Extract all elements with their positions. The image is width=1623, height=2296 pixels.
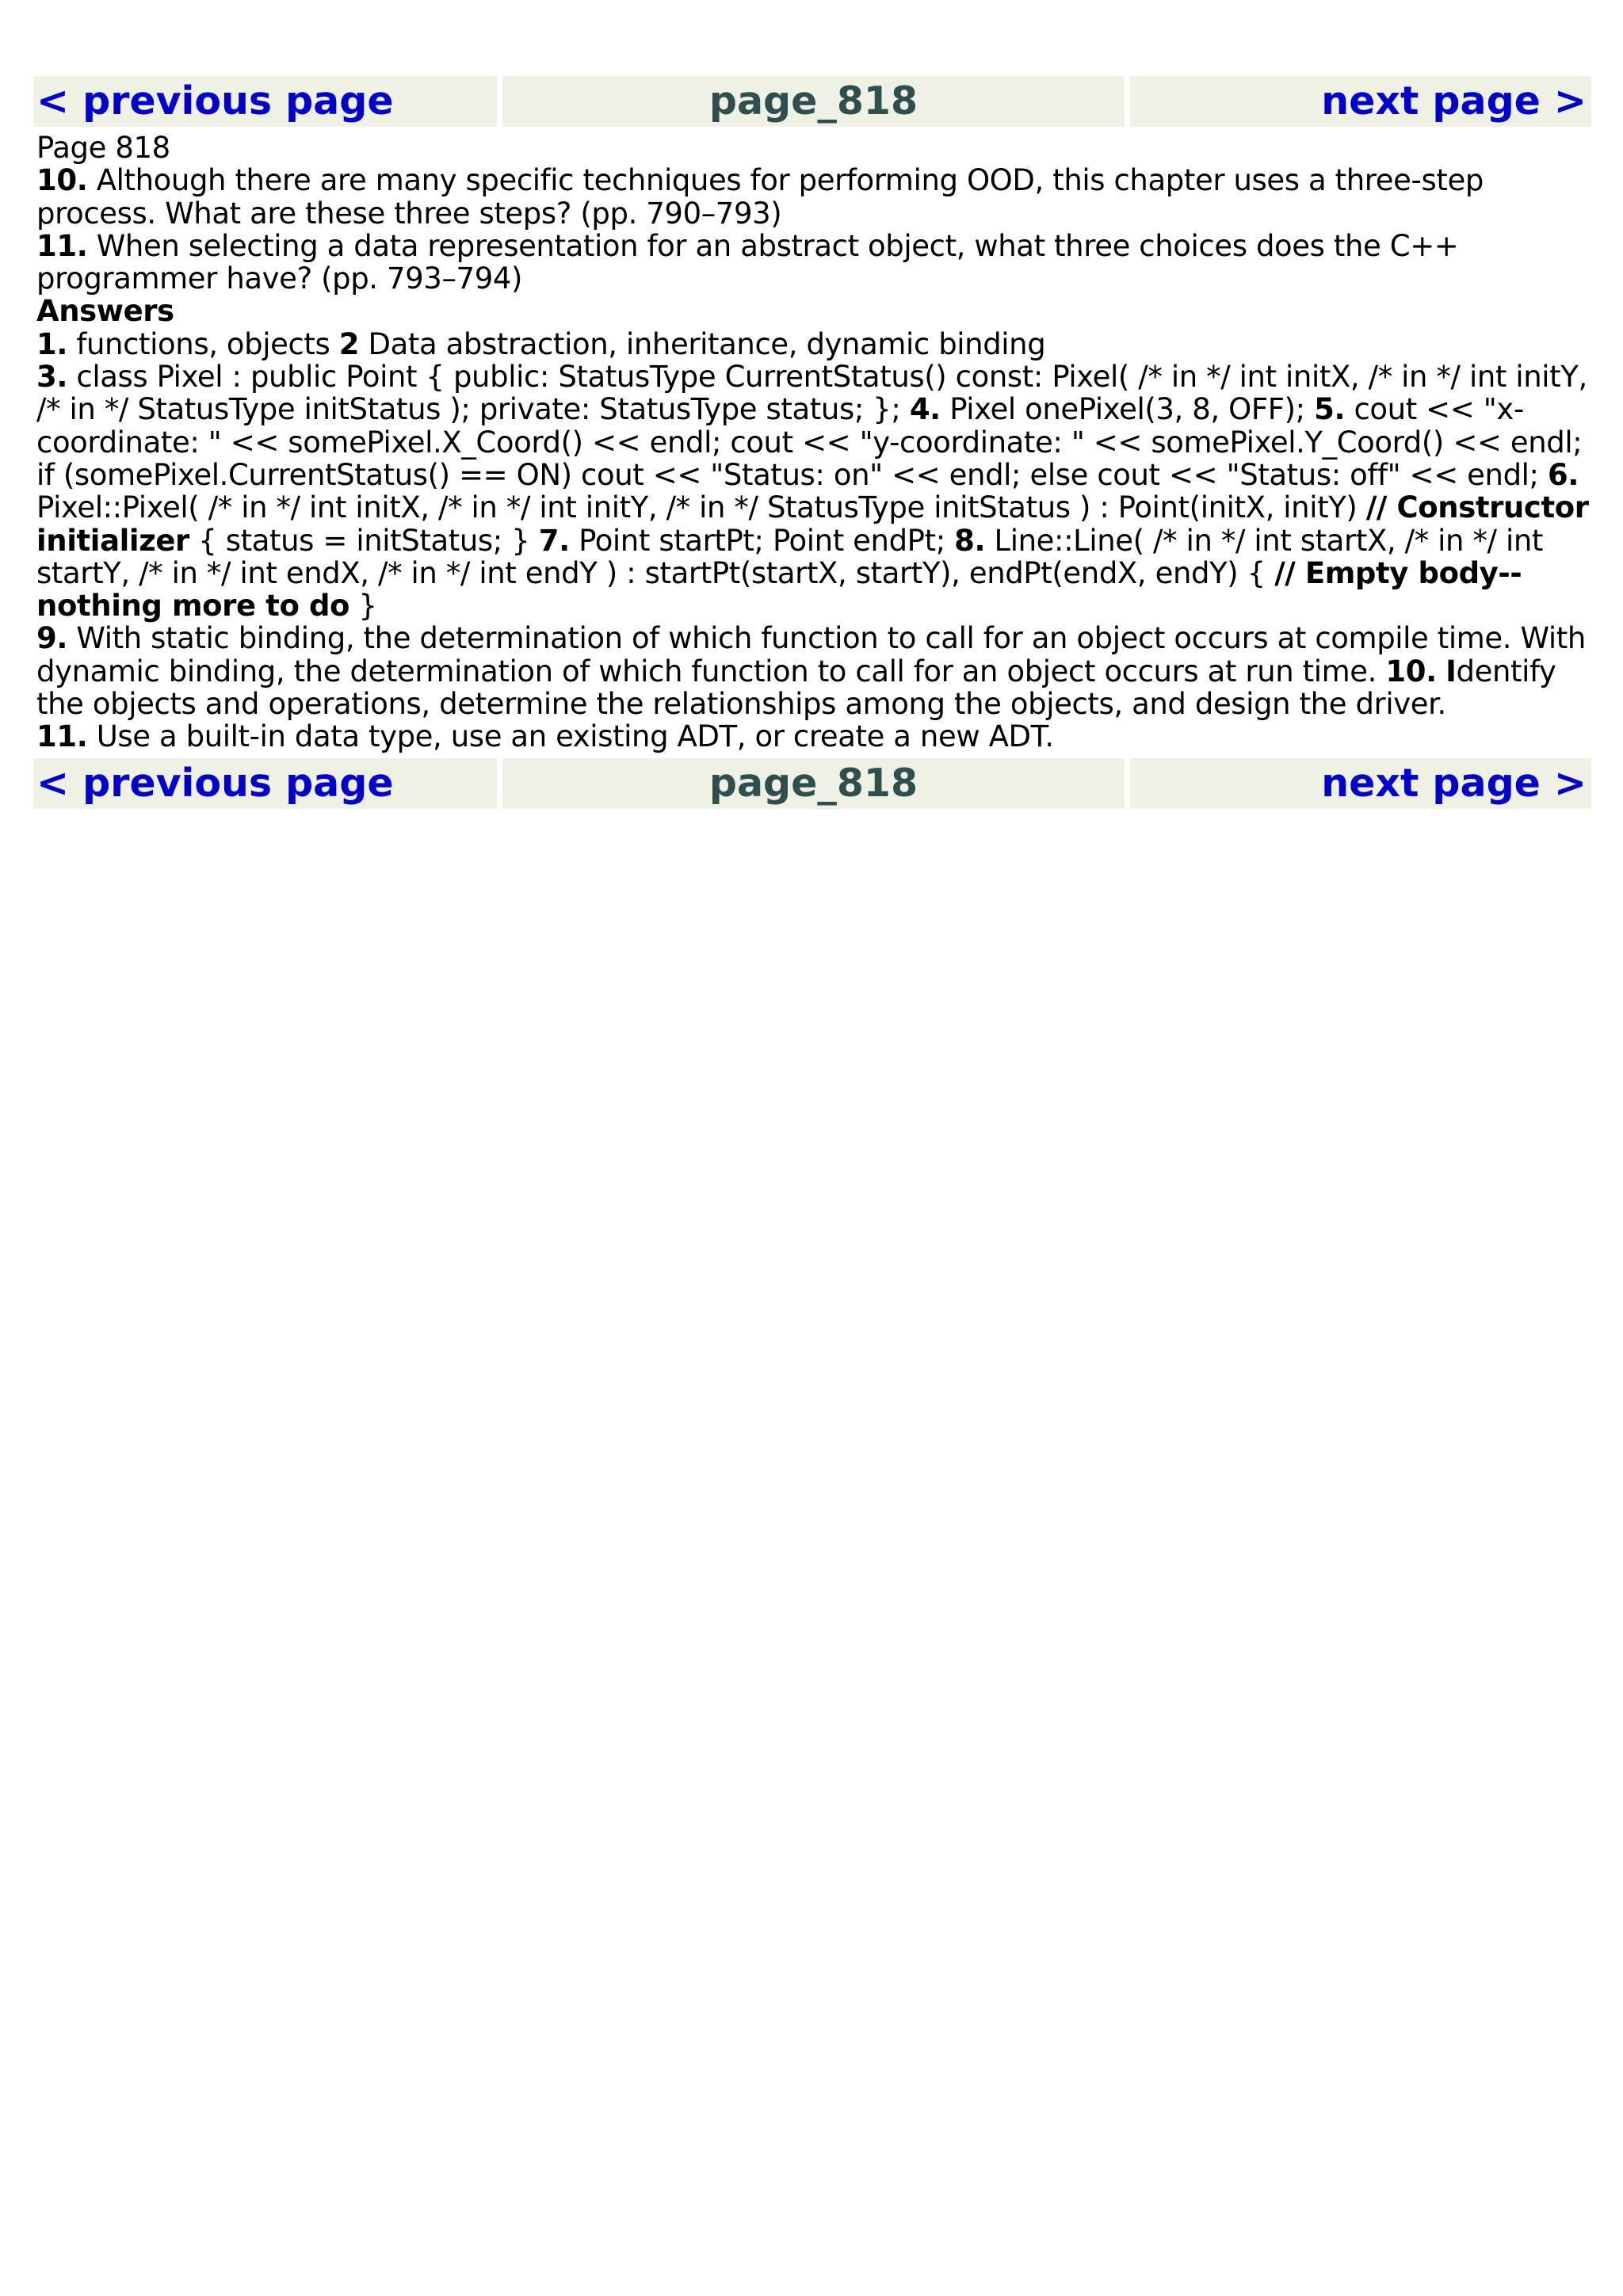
next-page-link[interactable]: next page > [1130, 76, 1591, 127]
code-comment: // Empty body--nothing more to do [36, 555, 1522, 624]
previous-page-link[interactable]: < previous page [33, 758, 497, 809]
question-text: Although there are many specific techniques for performing OOD, this chapter uses a three-step process. What are these three steps? (pp. 790–793) [36, 163, 1484, 231]
answer-number: 11. [36, 719, 88, 754]
question-10 [36, 164, 1590, 230]
answer-text: functions, objects [67, 326, 339, 361]
bottom-navigation-bar [33, 758, 1591, 809]
answer-text: { status = initStatus; } [189, 523, 539, 558]
answer-text: Line::Line( /* in */ int startX, /* in */ int startY, /* in */ int endX, /* in */ int endY ) : startPt(startX, startY), endPt(endX, endY) { [36, 523, 1544, 590]
code-comment: // Constructor initializer [36, 490, 1589, 558]
previous-page-link[interactable]: < previous page [33, 76, 497, 127]
page-heading: Page 818 [36, 131, 170, 165]
answer-number: 2 [338, 326, 360, 361]
answer-9-10 [36, 622, 1590, 720]
answer-text: With static binding, the determination of which function to call for an object occurs at compile time. With dynamic binding, the determination of which function to call for an object occurs at run time. [36, 621, 1586, 688]
question-text: When selecting a data representation for an abstract object, what three choices does the C++ programmer have? (pp. 793–794) [36, 228, 1459, 296]
next-page-link[interactable]: next page > [1130, 758, 1591, 809]
answer-text: Use a built-in data type, use an existing ADT, or create a new ADT. [87, 719, 1054, 754]
answer-number: 1. [36, 326, 68, 361]
question-number: 10. [36, 163, 88, 198]
answer-number: 8. [954, 523, 986, 558]
answer-number: 6. [1547, 457, 1579, 492]
question-number: 11. [36, 228, 88, 263]
answer-number: 9. [36, 621, 68, 656]
answer-text: Pixel::Pixel( /* in */ int initX, /* in */ int initY, /* in */ StatusType initStatus ) : Point(initX, initY) [36, 490, 1366, 525]
page-content [33, 127, 1591, 758]
answer-text: class Pixel : public Point { public: StatusType CurrentStatus() const: Pixel( /* in */ int initX, /* in */ int initY, /* in */ StatusType initStatus ); private: StatusType status; }; [36, 360, 1587, 427]
answer-text: Point startPt; Point endPt; [569, 523, 955, 558]
answer-3-8 [36, 360, 1590, 622]
answer-text: Data abstraction, inheritance, dynamic binding [359, 326, 1046, 361]
answer-text: } [349, 589, 377, 624]
question-11 [36, 230, 1590, 296]
answer-number: 5. [1314, 392, 1346, 427]
page-number-label: page_818 [502, 758, 1125, 809]
answer-number: 3. [36, 360, 68, 395]
answer-text: Pixel onePixel(3, 8, OFF); [940, 392, 1315, 427]
answer-initial: I [1445, 654, 1457, 688]
answers-heading: Answers [36, 294, 174, 329]
answer-number: 4. [909, 392, 941, 427]
page-number-label: page_818 [502, 76, 1125, 127]
page [33, 76, 1591, 809]
answer-1-2 [36, 328, 1590, 360]
answer-text: dentify the objects and operations, determine the relationships among the objects, and design the driver. [36, 654, 1556, 722]
answer-text: cout << "x-coordinate: " << somePixel.X_Coord() << endl; cout << "y-coordinate: " << somePixel.Y_Coord() << endl; if (somePixel.CurrentStatus() == ON) cout << "Status: on" << endl; else cout << "Status: off" << endl; [36, 392, 1583, 492]
answer-number: 10. [1385, 654, 1437, 688]
answer-11 [36, 720, 1590, 753]
top-navigation-bar [33, 76, 1591, 127]
answer-number: 7. [538, 523, 570, 558]
